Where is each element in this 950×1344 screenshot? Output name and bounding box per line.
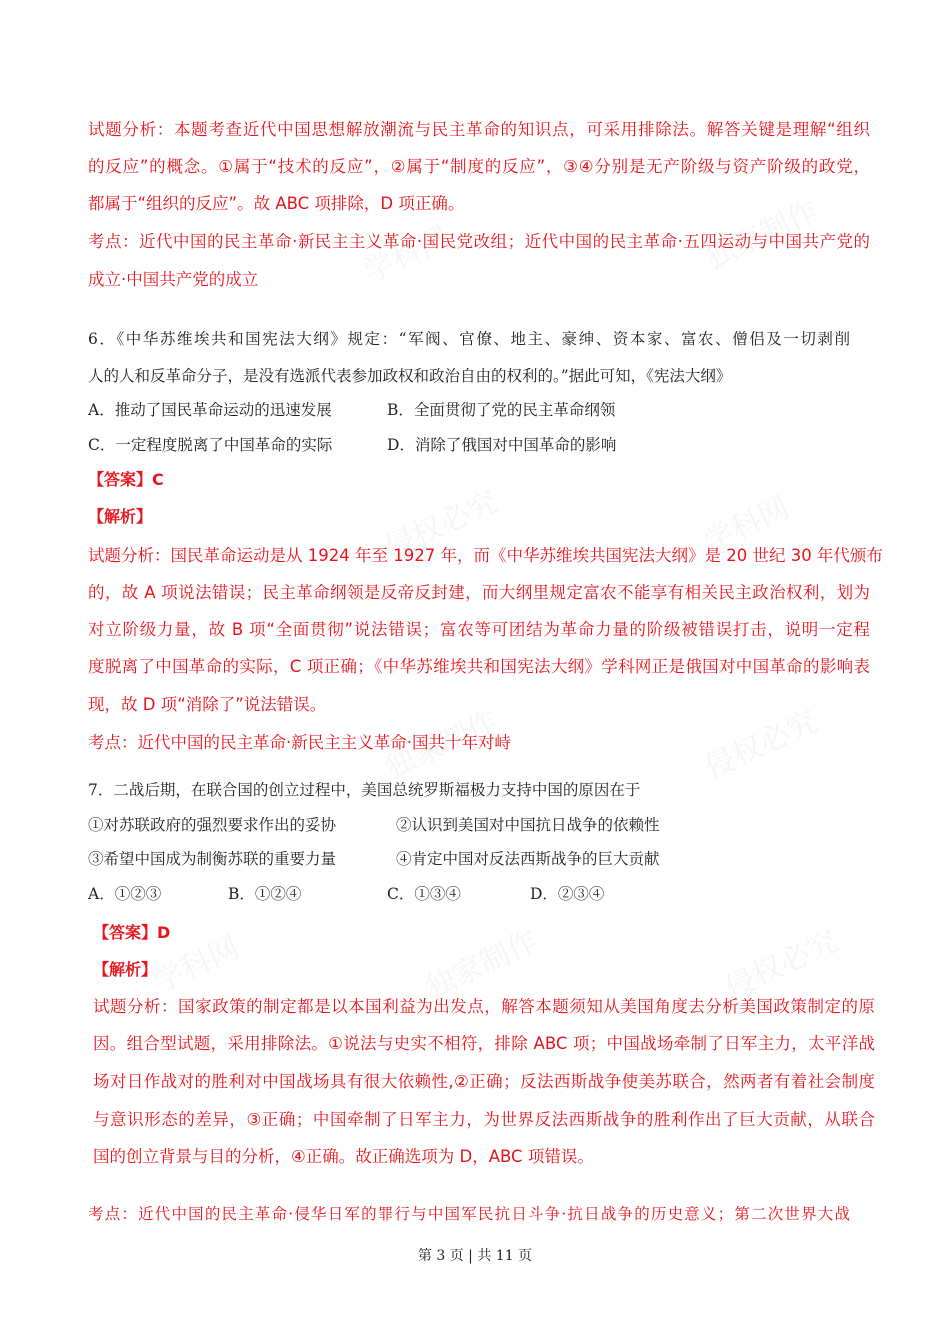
watermark: 侵权必究 <box>719 923 844 1007</box>
analysis-line: 的，故 A 项说法错误；民主革命纲领是反帝反封建，而大纲里规定富农不能享有相关民主政治权利，划为 <box>88 583 870 602</box>
analysis-line: 与意识形态的差异，③正确；中国牵制了日军主力，为世界反法西斯战争的胜利作出了巨大贡献，从联合 <box>93 1110 875 1129</box>
watermark: 学科网 <box>698 490 795 561</box>
analysis-line: 场对日作战对的胜利对中国战场具有很大依赖性,②正确；反法西斯战争使美苏联合，然两者有着社会制度 <box>93 1072 875 1091</box>
analysis-line: 对立阶级力量，故 B 项“全面贯彻”说法错误；富农等可团结为革命力量的阶级被错误打击，说明一定程 <box>88 620 870 639</box>
watermark: 侵权必究 <box>379 483 504 567</box>
answer-label: 【答案】C <box>88 470 164 489</box>
analysis-line: 试题分析：国民革命运动是从 1924 年至 1927 年，而《中华苏维埃共国宪法大纲》是 20 世纪 30 年代颁布 <box>88 546 883 565</box>
analysis-line: 试题分析：国家政策的制定都是以本国利益为出发点，解答本题须知从美国角度去分析美国政策制定的原 <box>93 997 875 1016</box>
item-4: ④肯定中国对反法西斯战争的巨大贡献 <box>396 850 660 868</box>
answer-label: 【答案】D <box>93 923 171 942</box>
analysis-line: 试题分析：本题考查近代中国思想解放潮流与民主革命的知识点，可采用排除法。解答关键是理解“组织 <box>88 120 870 139</box>
watermark: 独家制作 <box>699 193 824 277</box>
analysis-line: 因。组合型试题，采用排除法。①说法与史实不相符，排除 ABC 项；中国战场牵制了日军主力，太平洋战 <box>93 1034 875 1053</box>
watermark: 独家制作 <box>379 703 504 787</box>
option-b: B．全面贯彻了党的民主革命纲领 <box>387 401 616 419</box>
analysis-line: 的反应”的概念。①属于“技术的反应”，②属于“制度的反应”，③④分别是无产阶级与资产阶级的政党， <box>88 157 870 176</box>
kaodian-line: 考点：近代中国的民主革命·新民主主义革命·国民党改组；近代中国的民主革命·五四运动与中国共产党的 <box>88 232 870 251</box>
kaodian-line: 考点：近代中国的民主革命·侵华日军的罪行与中国军民抗日斗争·抗日战争的历史意义；第二次世界大战 <box>88 1205 850 1223</box>
watermark: 学科网 <box>358 220 455 291</box>
analysis-label: 【解析】 <box>88 507 153 526</box>
option-c: C．①③④ <box>387 885 461 903</box>
watermark: 学科网 <box>148 930 245 1001</box>
page-footer: 第 3 页 | 共 11 页 <box>417 1248 533 1264</box>
question-stem: 人的人和反革命分子，是没有选派代表参加政权和政治自由的权利的。”据此可知，《宪法大纲》 <box>88 367 732 385</box>
item-3: ③希望中国成为制衡苏联的重要力量 <box>88 850 337 868</box>
analysis-line: 现，故 D 项“消除了”说法错误。 <box>88 695 327 714</box>
option-d: D．消除了俄国对中国革命的影响 <box>387 436 617 454</box>
question-stem: 7．二战后期，在联合国的创立过程中，美国总统罗斯福极力支持中国的原因在于 <box>88 781 641 799</box>
item-2: ②认识到美国对中国抗日战争的依赖性 <box>396 816 660 834</box>
question-stem: 6．《中华苏维埃共和国宪法大纲》规定：“军阀、官僚、地主、豪绅、资本家、富农、僧侣及一切剥削 <box>88 330 850 348</box>
kaodian-line: 考点：近代中国的民主革命·新民主主义革命·国共十年对峙 <box>88 733 511 752</box>
analysis-label: 【解析】 <box>93 960 158 979</box>
analysis-line: 都属于“组织的反应”。故 ABC 项排除，D 项正确。 <box>88 194 465 213</box>
option-d: D．②③④ <box>530 885 605 903</box>
item-1: ①对苏联政府的强烈要求作出的妥协 <box>88 816 337 834</box>
analysis-line: 度脱离了中国革命的实际，C 项正确；《中华苏维埃共和国宪法大纲》学科网正是俄国对中国革命的影响表 <box>88 657 870 676</box>
kaodian-line: 成立·中国共产党的成立 <box>88 270 259 289</box>
analysis-line: 国的创立背景与目的分析，④正确。故正确选项为 D，ABC 项错误。 <box>93 1147 594 1166</box>
option-a: A．推动了国民革命运动的迅速发展 <box>88 401 332 419</box>
watermark: 独家制作 <box>419 923 544 1007</box>
option-a: A．①②③ <box>88 885 162 903</box>
watermark: 侵权必究 <box>699 703 824 787</box>
option-b: B．①②④ <box>228 885 302 903</box>
option-c: C．一定程度脱离了中国革命的实际 <box>88 436 333 454</box>
